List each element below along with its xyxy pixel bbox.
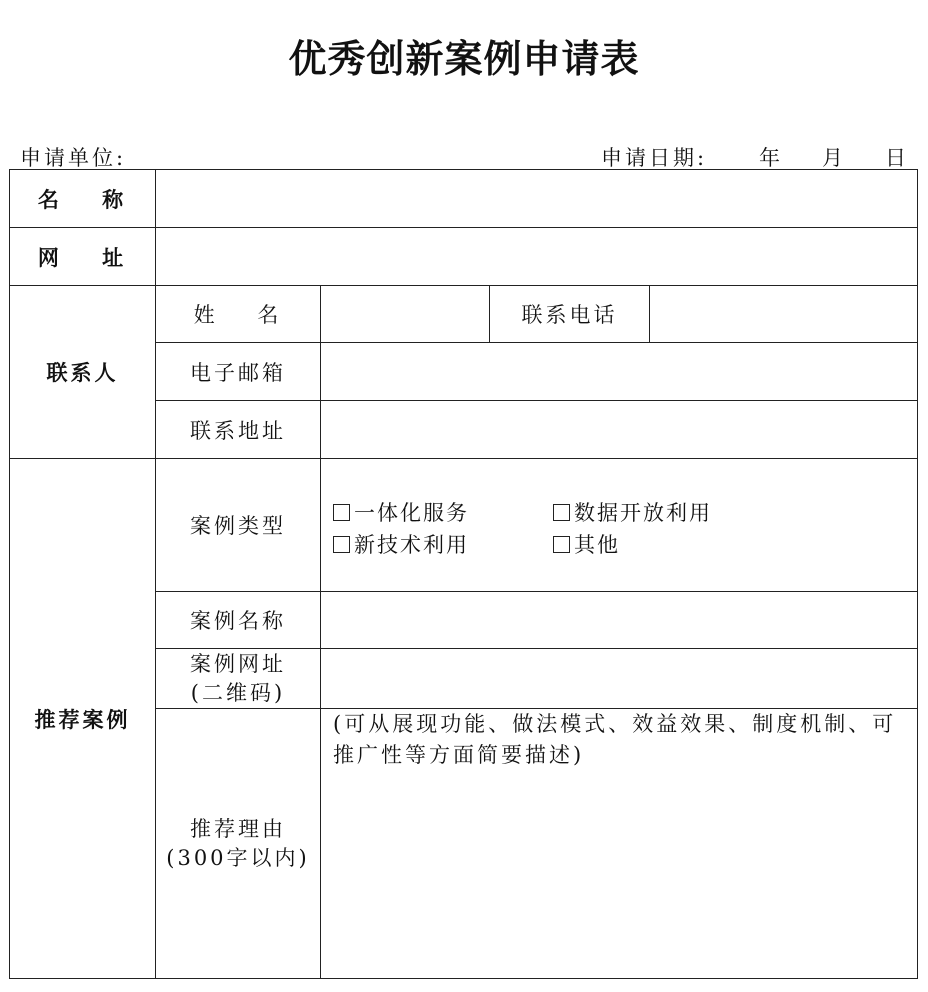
checkbox[interactable] — [553, 536, 570, 553]
application-date — [601, 142, 909, 172]
name-field[interactable] — [156, 170, 918, 228]
checkbox[interactable] — [553, 504, 570, 521]
year-label: 年 — [759, 146, 783, 170]
person-name-field[interactable] — [321, 286, 490, 343]
case-name-field[interactable] — [321, 592, 918, 649]
checkbox[interactable] — [333, 536, 350, 553]
contact-person-label: 联系人 — [10, 286, 156, 459]
reason-label-line1: 推荐理由 — [190, 816, 286, 841]
month-label: 月 — [822, 146, 846, 170]
case-url-label-line1: 案例网址 — [190, 651, 286, 676]
email-label: 电子邮箱 — [156, 343, 321, 401]
reason-label — [156, 709, 321, 979]
case-type-options — [321, 459, 918, 592]
case-name-label: 案例名称 — [156, 592, 321, 649]
website-label: 网 址 — [37, 244, 142, 270]
phone-field[interactable] — [650, 286, 918, 343]
address-label: 联系地址 — [156, 401, 321, 459]
website-label-cell — [10, 228, 156, 286]
case-type-label: 案例类型 — [156, 459, 321, 592]
name-label: 名 称 — [37, 186, 142, 212]
name-label-cell — [10, 170, 156, 228]
applicant-unit-label: 申请单位: — [20, 146, 127, 170]
page-title: 优秀创新案例申请表 — [288, 36, 640, 81]
case-type-option[interactable]: 数据开放利用 — [553, 497, 753, 527]
case-url-label — [156, 649, 321, 709]
email-field[interactable] — [321, 343, 918, 401]
recommended-case-label: 推荐案例 — [10, 459, 156, 979]
reason-hint: (可从展现功能、做法模式、效益效果、制度机制、可推广性等方面简要描述) — [333, 712, 897, 767]
phone-label: 联系电话 — [490, 286, 650, 343]
case-url-field[interactable] — [321, 649, 918, 709]
reason-label-line2: (300字以内) — [166, 845, 310, 870]
checkbox[interactable] — [333, 504, 350, 521]
case-type-option[interactable]: 其他 — [553, 529, 753, 559]
reason-field[interactable] — [321, 709, 918, 979]
website-field[interactable] — [156, 228, 918, 286]
application-date-label: 申请日期: — [601, 146, 708, 170]
application-form-table — [9, 169, 918, 979]
case-type-option[interactable]: 一体化服务 — [333, 497, 553, 527]
case-url-label-line2: (二维码) — [190, 680, 286, 705]
person-name-label-cell — [156, 286, 321, 343]
address-field[interactable] — [321, 401, 918, 459]
day-label: 日 — [885, 146, 909, 170]
person-name-label: 姓 名 — [193, 303, 297, 327]
case-type-option[interactable]: 新技术利用 — [333, 529, 553, 559]
